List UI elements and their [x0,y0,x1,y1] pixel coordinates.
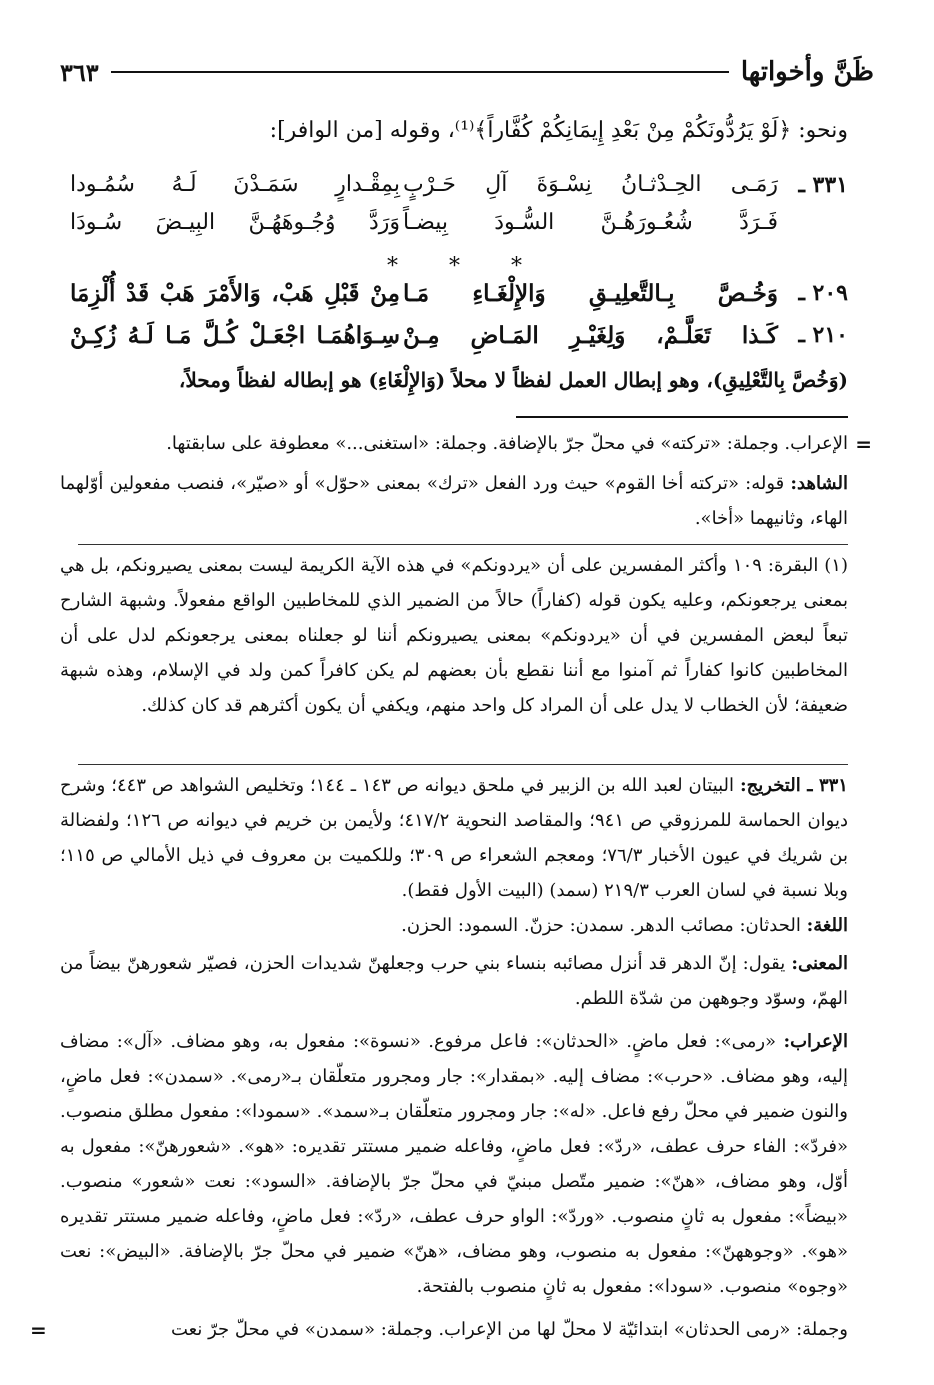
divider [78,764,848,765]
explanation-line: (وَخُصَّ بِالتَّعْلِيقِ)، وهو إبطال العمل لفظاً لا محلاً (وَالإِلْغَاءِ) هو إبطاله لفظاً ومحلاً، [178,368,848,392]
i3rab-text: «رمى»: فعل ماضٍ. «الحدثان»: فاعل مرفوع. «نسوة»: مفعول به، وهو مضاف. «آل»: مضاف إليه، وهو مضاف. «حرب»: مضاف إليه. «بمقدار»: جار ومجرور متعلّقان بـ«رمى». «سمدن»: فعل ماضٍ، والنون ضمير في محلّ رفع فاعل. «له»: جار ومجرور متعلّقان بـ«سمد». «سمودا»: مفعول مطلق منصوب. «فردّ»: الفاء حرف عطف، «ردّ»: فعل ماضٍ، وفاعله ضمير مستتر تقديره: «هو». «شعورهنّ»: مفعول به أوّل، وهو مضاف، «هنّ»: ضمير متّصل مبنيّ في محلّ جرّ بالإضافة. «السود»: نعت «شعور» منصوب. «بيضاً»: مفعول به ثانٍ منصوب. «وردّ»: الواو حرف عطف، «ردّ»: فعل ماضٍ، وفاعله ضمير مستتر تقديره «هو». «وجوههنّ»: مفعول به منصوب، وهو مضاف، «هنّ» ضمير في محلّ جرّ بالإضافة. «البيض»: نعت «وجوه» منصوب. «سودا»: مفعول به ثانٍ منصوب بالفتحة. [60,1031,848,1297]
takhrij-label: ٣٣١ ـ التخريج: [739,775,848,796]
takhrij-text: البيتان لعبد الله بن الزبير في ملحق ديوانه ص ١٤٣ ـ ١٤٤؛ وتخليص الشواهد ص ٤٤٣؛ وشرح ديوان الحماسة للمرزوقي ص ٩٤١؛ والمقاصد النحوية ٤١٧/٢؛ ولأيمن بن خريم في ديوانه ص ١٢٦؛ ولفضالة بن شريك في عيون الأخبار ٧٦/٣؛ ومعجم الشعراء ص ٣٠٩؛ وللكميت بن معروف في ذيل الأمالي ص ١١٥؛ وبلا نسبة في لسان العرب ٢١٩/٣ (سمد) (البيت الأول فقط). [60,775,849,901]
continuation-marker: = [30,1318,47,1342]
footnote-separator [516,416,848,418]
lugha-text: الحدثان: مصائب الدهر. سمدن: حزنّ. السمود: الحزن. [401,915,801,936]
mana-text: يقول: إنّ الدهر قد أنزل مصائبه بنساء بني حرب وجعلهنّ شديدات الحزن، فصيّر شعورهنّ بيضاً من الهمّ، وسوّد وجوههن من شدّة اللطم. [60,953,848,1009]
alfiyya-second-hemistich: سِـوَاهُمَـا اجْعَـلْ كُـلَّ مَـا لَـهُ زُكِـنْ [70,322,400,349]
verse-second-hemistich: بِمِقْـدارٍ سَمَـدْنَ لَـهُ سُمُـودا [70,172,400,197]
i3rab-label: الإعراب: [783,1031,848,1052]
page-header [60,52,874,92]
mana-label: المعنى: [791,953,848,974]
chapter-title: ظَنَّ وأخواتها [740,57,874,87]
divider [78,544,848,545]
footnote-1: (١) البقرة: ١٠٩ وأكثر المفسرين على أن «يردونكم» في هذه الآية الكريمة ليست بمعنى يصيرونكم، بل هي بمعنى يرجعونكم، وعليه يكون قوله (كفاراً) حالاً من الضمير الذي للمخاطبين الواقع مفعولاً. وشبهة الشارح تبعاً لبعض المفسرين في أن «يردونكم» بمعنى يصيرونكم أننا لو جعلناه بمعنى يرجعونكم لدل على أن المخاطبين كانوا كفاراً ثم آمنوا مع أننا نقطع بأن بعضهم لم يكن كافراً كمن ولد في الإسلام، وهذه شبهة ضعيفة؛ لأن الخطاب لا يدل على أن المراد كل واحد منهم، ويكفي أن يكون أكثرهم قد كان كذلك. [60,555,848,716]
alfiyya-second-hemistich: مِنْ قَبْلِ هَبْ، وَالأَمْرَ هَبْ قَدْ أُلْزِمَا [70,280,400,307]
shahid-text: قوله: «تركته أخا القوم» حيث ورد الفعل «ترك» بمعنى «حوّل» أو «صيّر»، فنصب مفعولين أوّلهما الهاء، وثانيهما «أخا». [60,473,848,529]
mana-section [60,946,848,1016]
page-number: ٣٦٣ [60,57,99,87]
alfiyya-line [60,322,848,362]
alfiyya-number: ٢١٠ ـ [798,322,848,348]
previous-i3rab: الإعراب. وجملة: «تركته» في محلّ جرّ بالإضافة. وجملة: «استغنى...» معطوفة على سابقتها. [166,433,848,454]
takhrij-section [60,768,848,908]
verse-first-hemistich: رَمَـى الحِـدْثـانُ نِسْـوَةَ آلِ حَـرْبٍ [403,172,778,197]
alfiyya-number: ٢٠٩ ـ [798,280,848,306]
previous-shahid [60,466,848,536]
intro-line: ونحو: ﴿لَوْ يَرُدُّونَكُمْ مِنْ بَعْدِ إِيمَانِكُمْ كُفَّاراً﴾⁽¹⁾، وقوله [من الوافر]: [269,118,848,143]
header-rule [111,71,729,73]
alfiyya-first-hemistich: وَخُـصَّ بِـالتَّعلِيـقِ وَالإِلْغَـاءِ مَـا [403,280,778,307]
section-stars: * * * [387,254,544,279]
alfiyya-first-hemistich: كَـذا تَعَلَّـمْ، وَلِغَيْـرِ المَـاضِ مِـنْ [403,322,778,349]
verse-line [60,172,848,212]
last-line: وجملة: «رمى الحدثان» ابتدائيّة لا محلّ لها من الإعراب. وجملة: «سمدن» في محلّ جرّ نعت [171,1319,848,1340]
verse-first-hemistich: فَـرَدَّ شُعُـورَهُـنَّ السُّـودَ بِيضـاً [403,210,778,235]
verse-second-hemistich: وَرَدَّ وُجُـوهَهُـنَّ البِيـضَ سُـودَا [70,210,400,235]
lugha-section [60,908,848,943]
lugha-label: اللغة: [806,915,848,936]
alfiyya-line [60,280,848,320]
i3rab-section [60,1024,848,1304]
verse-number: ٣٣١ ـ [798,172,848,198]
verse-line [60,210,848,250]
continuation-marker: = [855,432,872,456]
shahid-label: الشاهد: [790,473,848,494]
